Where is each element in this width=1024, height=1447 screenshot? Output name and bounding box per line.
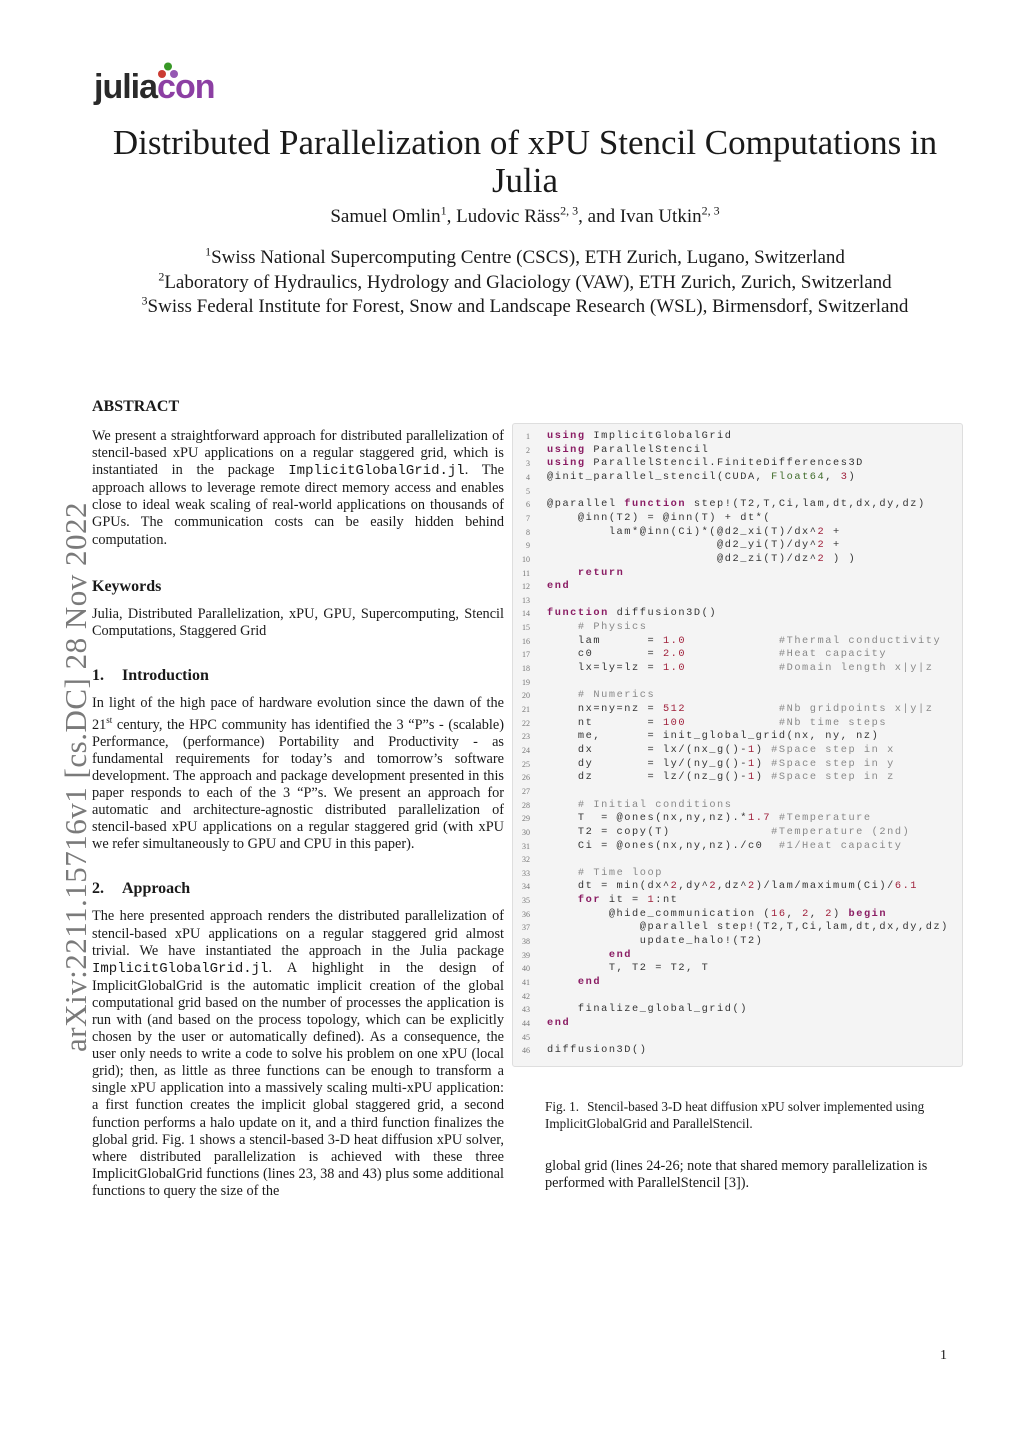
code-line-number: 30 [522, 827, 530, 837]
code-line-text [547, 880, 918, 892]
affiliation-list [80, 246, 970, 320]
code-token: 512 [662, 703, 687, 715]
code-token: @d2_yi(T)/dy^ [547, 539, 818, 552]
code-line [513, 717, 962, 731]
code-line-number: 24 [522, 745, 530, 755]
code-token [547, 949, 609, 961]
code-line [513, 799, 962, 813]
code-line-number: 3 [526, 459, 530, 469]
code-line-text [547, 567, 624, 579]
author-affil-sup: 1 [440, 203, 447, 218]
code-token: ) ) [825, 552, 857, 565]
affiliation-text: Swiss National Supercomputing Centre (CSCS), ETH Zurich, Lugano, Switzerland [211, 247, 845, 268]
code-line-text [547, 703, 933, 715]
code-line-text [547, 689, 655, 701]
code-line-number: 38 [522, 937, 530, 947]
code-token: #Temperature (2nd) [771, 825, 911, 838]
code-line-text [547, 935, 763, 947]
affiliation-text: Swiss Federal Institute for Forest, Snow and Landscape Research (WSL), Birmensdorf, Switzerland [147, 296, 909, 317]
code-token [547, 567, 578, 579]
code-line [513, 621, 962, 635]
code-line [513, 1003, 962, 1017]
code-line [513, 1017, 962, 1031]
code-token: function [547, 607, 609, 620]
intro-title: Introduction [122, 666, 209, 684]
code-line-number: 42 [522, 991, 530, 1001]
left-column [92, 398, 504, 1200]
abstract-text-a: We present a straightforward approach for distributed parallelization of stencil-based xPU applications on a regular staggered grid, which is instantiated in the package [92, 428, 504, 479]
code-line-text [547, 553, 856, 565]
code-line-text [547, 799, 733, 811]
page-number: 1 [940, 1348, 947, 1363]
code-line-number: 23 [522, 732, 530, 742]
code-token: 16 [771, 907, 787, 920]
arxiv-stamp: arXiv:2211.15716v1 [cs.DC] 28 Nov 2022 [58, 502, 93, 1052]
code-token: , [786, 907, 803, 920]
code-line [513, 662, 962, 676]
code-line [513, 539, 962, 553]
code-line-text [547, 1017, 570, 1029]
code-line-number: 21 [522, 705, 530, 714]
code-line-text [547, 840, 903, 852]
code-token: ) [848, 470, 857, 483]
code-line-number: 37 [522, 923, 530, 933]
code-token: lam = [547, 634, 663, 647]
code-line-number: 15 [522, 623, 530, 633]
code-token: end [608, 948, 633, 961]
code-token: Float64 [771, 470, 826, 483]
code-line-number: 4 [526, 472, 530, 482]
affiliation-line [80, 246, 970, 271]
code-token: begin [848, 907, 888, 920]
code-token: #Thermal conductivity [778, 634, 942, 647]
code-token: ParallelStencil.FiniteDifferences3D [585, 457, 864, 470]
code-token: )/lam/maximum(Ci)/ [755, 880, 895, 893]
code-line [513, 498, 962, 512]
code-line [513, 471, 962, 485]
code-line-number: 45 [522, 1032, 530, 1042]
code-token: 6.1 [894, 880, 919, 893]
code-token: dt = min(dx^ [547, 880, 671, 893]
code-token: 2 [817, 539, 826, 552]
code-line [513, 826, 962, 840]
code-token: update_halo!(T2) [547, 935, 764, 948]
code-line [513, 676, 962, 690]
approach-text-a: The here presented approach renders the distributed parallelization of stencil-based xPU applications on a regular staggered grid almost trivial. We have instantiated the approach in the Julia package [92, 908, 504, 959]
code-line-text [547, 949, 632, 961]
code-token: + [825, 539, 841, 552]
code-token: end [547, 1016, 571, 1029]
code-token: @parallel step!(T2,T,Ci,lam,dt,dx,dy,dz) [547, 921, 949, 934]
code-line [513, 935, 962, 949]
code-token: T, T2 = T2, T [547, 962, 710, 975]
code-line [513, 812, 962, 826]
code-token: #Nb gridpoints x|y|z [778, 703, 934, 715]
code-line [513, 512, 962, 526]
logo-text-con: con [157, 68, 215, 106]
code-line-text [547, 976, 601, 988]
approach-text-b: . A highlight in the design of ImplicitGlobalGrid is the automatic implicit creation of the global computational grid based on the number of processes the application is run with (and based on the process topology, which can be explicitly chosen by the user or automatically defined). As a consequence, the user only needs to write a code to solve his problem on one xPU (local grid); then, as little as three functions can be enough to transform a single xPU application into a massively scaling multi-xPU application: a first function creates the implicit global staggered grid, a second function performs a halo update on it, and a third function finalizes the global grid. Fig. 1 shows a stencil-based 3-D heat diffusion xPU solver, where distributed parallelization is achieved with these three ImplicitGlobalGrid functions (lines 23, 38 and 43) plus some additional functions to query the size of the [92, 959, 504, 1199]
code-token: diffusion3D() [547, 1044, 648, 1057]
code-line [513, 553, 962, 567]
abstract-text [92, 428, 504, 549]
code-line-number: 8 [526, 527, 530, 537]
code-token: #Space step in x [771, 743, 895, 756]
affiliation-sup: 2 [158, 269, 165, 284]
code-token: using [547, 430, 586, 442]
code-token: using [547, 457, 586, 470]
juliacon-logo [94, 62, 224, 108]
code-token: step!(T2,T,Ci,lam,dt,dx,dy,dz) [686, 498, 926, 511]
code-token: ) [755, 771, 772, 784]
abstract-text-b: . The approach allows to leverage remote direct memory access and enables close to ideal weak scaling of real-world applications on thousands of GPUs. The communication costs can be easily hidden behind computation. [92, 462, 504, 548]
code-token: 3 [840, 470, 849, 483]
code-token: @parallel [547, 498, 625, 511]
code-token: 2 [817, 552, 826, 565]
code-line-text [547, 635, 941, 647]
code-line-number: 14 [522, 609, 530, 619]
code-token: 2 [747, 880, 756, 893]
author-affil-sup: 2, 3 [701, 203, 720, 218]
code-line-number: 18 [522, 664, 530, 674]
code-line [513, 840, 962, 854]
code-line-number: 32 [522, 855, 530, 865]
code-line-number: 25 [522, 759, 530, 769]
code-line-text [547, 512, 771, 524]
code-line-number: 9 [526, 541, 530, 551]
code-line-number: 11 [522, 568, 530, 578]
code-line [513, 689, 962, 703]
right-column-text: global grid (lines 24-26; note that shared memory parallelization is performed with ParallelStencil [3]). [545, 1158, 928, 1192]
affiliation-line [80, 271, 970, 296]
code-line [513, 648, 962, 662]
code-line [513, 485, 962, 499]
author-separator: , [446, 206, 457, 227]
code-line [513, 880, 962, 894]
code-line-text [547, 1044, 647, 1056]
logo-wordmark [94, 70, 214, 104]
code-line [513, 990, 962, 1004]
code-token: 2 [670, 880, 679, 893]
code-line-text [547, 908, 887, 920]
code-token: # Physics [577, 621, 648, 634]
code-token: dx = lx/(nx_g()- [547, 743, 748, 756]
author-name: Ludovic Räss [456, 206, 561, 227]
figure-caption [545, 1098, 960, 1132]
code-line [513, 949, 962, 963]
code-line [513, 962, 962, 976]
code-line-text [547, 539, 841, 551]
code-token: 1.0 [662, 634, 687, 647]
code-token [547, 867, 578, 879]
keywords-text: Julia, Distributed Parallelization, xPU, GPU, Supercomputing, Stencil Computations, Staggered Grid [92, 605, 504, 639]
code-token [547, 621, 578, 633]
code-token: nx=ny=nz = [547, 703, 663, 715]
code-line [513, 594, 962, 608]
code-token: Ci = @ones(nx,ny,nz)./c0 [547, 839, 779, 852]
code-token: #Nb time steps [778, 716, 888, 729]
code-line-text [547, 580, 570, 592]
code-token: end [547, 580, 571, 593]
approach-package-name: ImplicitGlobalGrid.jl [92, 960, 269, 977]
affiliation-sup: 1 [205, 244, 212, 259]
code-token: #1/Heat capacity [778, 839, 903, 852]
code-token: lx=ly=lz = [547, 662, 663, 675]
code-line [513, 444, 962, 458]
code-token: 1.7 [747, 812, 772, 825]
code-line-text [547, 921, 949, 933]
code-line-text [547, 471, 856, 483]
code-token [771, 812, 779, 824]
affiliation-sup: 3 [141, 293, 148, 308]
code-line-text [547, 662, 933, 674]
approach-title: Approach [122, 880, 191, 898]
code-line-number: 22 [522, 718, 530, 728]
code-token: ,dy^ [678, 880, 710, 893]
code-line-number: 20 [522, 691, 530, 701]
code-token: it = [601, 894, 648, 907]
abstract-heading: ABSTRACT [92, 398, 180, 415]
code-token: + [825, 525, 841, 538]
code-token: end [577, 976, 602, 988]
code-line [513, 703, 962, 717]
paper-title: Distributed Parallelization of xPU Stencil Computations in Julia [112, 123, 938, 200]
code-line-text [547, 962, 709, 974]
code-token: T = @ones(nx,ny,nz).* [547, 812, 748, 825]
code-token: me, = init_global_grid(nx, ny, nz) [547, 730, 880, 743]
code-token: :nt [655, 894, 679, 907]
code-line-text [547, 621, 647, 633]
caption-label: Fig. 1. [545, 1099, 580, 1114]
code-line-text [547, 498, 926, 510]
intro-heading [92, 667, 504, 685]
code-line-number: 29 [522, 814, 530, 824]
code-token: # Time loop [577, 866, 663, 879]
code-line-number: 19 [522, 677, 530, 687]
approach-text [92, 908, 504, 1200]
code-line-number: 26 [522, 773, 530, 783]
keywords-heading: Keywords [92, 577, 162, 595]
author-name: Samuel Omlin [330, 206, 441, 227]
code-line [513, 567, 962, 581]
code-token: @hide_communication ( [547, 907, 772, 920]
code-line [513, 580, 962, 594]
code-line-number: 46 [522, 1046, 530, 1056]
code-line-text [547, 771, 895, 783]
code-token: dy = ly/(ny_g()- [547, 757, 748, 770]
code-line-number: 40 [522, 964, 530, 974]
code-line [513, 607, 962, 621]
code-line-number: 16 [522, 636, 530, 646]
code-token [547, 894, 578, 906]
code-token: dz = lz/(nz_g()- [547, 771, 748, 784]
code-line-text [547, 526, 841, 538]
code-line [513, 526, 962, 540]
code-line-number: 13 [522, 595, 530, 605]
code-token: ) [755, 757, 772, 770]
code-token: ) [755, 743, 772, 756]
abstract-package-name: ImplicitGlobalGrid.jl [288, 463, 465, 480]
affiliation-text: Laboratory of Hydraulics, Hydrology and Glaciology (VAW), ETH Zurich, Zurich, Switzerland [164, 271, 892, 293]
code-token: diffusion3D() [608, 607, 718, 620]
code-line [513, 785, 962, 799]
code-token: #Temperature [778, 812, 872, 825]
code-line [513, 1031, 962, 1045]
code-line [513, 853, 962, 867]
affiliation-line [80, 295, 970, 320]
code-line-text [547, 867, 663, 879]
code-token [686, 703, 779, 715]
caption-text: Stencil-based 3-D heat diffusion xPU solver implemented using ImplicitGlobalGrid and ParallelStencil. [545, 1099, 925, 1131]
code-line-text [547, 1003, 748, 1015]
code-line [513, 457, 962, 471]
code-line-number: 36 [522, 909, 530, 919]
code-listing [512, 423, 963, 1067]
code-line-text [547, 607, 717, 619]
code-line-text [547, 430, 733, 442]
code-line-number: 17 [522, 650, 530, 660]
code-line-number: 31 [522, 841, 530, 851]
code-token: # Initial conditions [577, 798, 733, 811]
code-line [513, 921, 962, 935]
code-token: ImplicitGlobalGrid [585, 430, 733, 442]
code-line-number: 43 [522, 1005, 530, 1015]
code-line [513, 771, 962, 785]
code-token [686, 662, 779, 674]
code-token: 2 [709, 880, 718, 893]
code-line-number: 7 [526, 513, 530, 523]
code-token: @d2_zi(T)/dz^ [547, 552, 818, 565]
code-token: @init_parallel_stencil(CUDA, [547, 470, 772, 483]
code-token: 2 [802, 907, 810, 920]
code-line-number: 6 [526, 500, 530, 510]
code-token: # Numerics [577, 689, 656, 702]
code-token: #Heat capacity [778, 648, 888, 661]
code-line [513, 430, 962, 444]
intro-number: 1. [92, 666, 104, 684]
code-line [513, 908, 962, 922]
code-line-number: 34 [522, 882, 530, 892]
code-token: 2.0 [662, 648, 687, 661]
code-line [513, 1044, 962, 1058]
code-line-text [547, 894, 678, 906]
code-token: lam*@inn(Ci)*(@d2_xi(T)/dx^ [547, 525, 818, 538]
code-line-number: 27 [522, 786, 530, 796]
code-line [513, 894, 962, 908]
intro-text-a: In light of the high pace of hardware evolution since the dawn of the 21 [92, 694, 504, 733]
code-token: using [547, 443, 586, 456]
author-name: Ivan Utkin [619, 206, 702, 227]
code-token: finalize_global_grid() [547, 1003, 748, 1016]
code-token: 1.0 [662, 662, 687, 675]
code-token: , [825, 470, 841, 483]
intro-text [92, 695, 504, 854]
code-line-number: 41 [522, 978, 530, 987]
code-line-text [547, 444, 709, 456]
code-line [513, 635, 962, 649]
code-token [686, 648, 779, 660]
code-token [547, 799, 578, 811]
code-token [547, 976, 578, 988]
code-line-number: 1 [526, 432, 530, 441]
code-token: 2 [825, 907, 834, 920]
code-token: 1 [747, 743, 756, 756]
code-line-number: 33 [522, 868, 530, 878]
code-line [513, 758, 962, 772]
code-token: return [577, 566, 625, 579]
code-line-number: 10 [522, 554, 530, 564]
code-line [513, 867, 962, 881]
code-line-text [547, 457, 864, 469]
code-token: 1 [747, 757, 756, 770]
code-token: 1 [747, 771, 756, 784]
approach-heading [92, 880, 504, 898]
code-token: ,dz^ [717, 880, 748, 893]
code-token [686, 635, 779, 647]
code-token: c0 = [547, 648, 663, 661]
logo-text-julia: julia [94, 68, 158, 106]
code-token: 100 [662, 716, 687, 729]
code-token: for [577, 894, 602, 907]
author-separator: , and [578, 206, 620, 227]
code-token: function [624, 498, 687, 511]
code-line-text [547, 826, 910, 838]
author-list [80, 203, 970, 228]
code-line [513, 744, 962, 758]
code-line-number: 12 [522, 582, 530, 592]
intro-text-b: century, the HPC community has identified the 3 “P”s - (scalable) Performance, (performance) Portability and Productivity - as fundamental requirements for today’s and tomorrow’s software development. The approach and package development presented in this paper responds to each of the 3 “P”s. We present an approach for automatic and architecture-agnostic distributed parallelization of stencil-based xPU applications on a regular staggered grid (with xPU we refer simultaneously to GPU and CPU in this paper). [92, 716, 504, 853]
code-token: #Space step in z [771, 771, 895, 784]
code-line-number: 39 [522, 950, 530, 960]
code-token: 2 [817, 525, 826, 538]
code-line-number: 35 [522, 896, 530, 906]
code-token [686, 717, 779, 729]
code-line-text [547, 812, 872, 824]
code-line [513, 730, 962, 744]
code-line-text [547, 758, 895, 770]
approach-number: 2. [92, 880, 104, 898]
code-token: T2 = copy(T) [547, 825, 772, 838]
code-line [513, 976, 962, 990]
code-token: @inn(T2) = @inn(T) + dt*( [547, 511, 772, 524]
code-token: #Space step in y [771, 757, 895, 770]
code-line-number: 2 [526, 445, 530, 455]
code-token: #Domain length x|y|z [778, 662, 934, 675]
code-token: nt = [547, 716, 663, 729]
code-token: , [809, 907, 826, 920]
code-line-text [547, 648, 887, 660]
code-line-number: 44 [522, 1018, 530, 1028]
code-line-number: 5 [526, 486, 530, 496]
code-line-text [547, 744, 895, 756]
code-line-text [547, 730, 879, 742]
code-token: ParallelStencil [585, 443, 710, 456]
code-token: ) [833, 907, 849, 920]
code-line-number: 28 [522, 800, 530, 810]
code-token [547, 689, 578, 701]
code-token: 1 [647, 894, 656, 907]
intro-superscript: st [106, 714, 113, 725]
author-affil-sup: 2, 3 [560, 203, 579, 218]
code-line-text [547, 717, 887, 729]
